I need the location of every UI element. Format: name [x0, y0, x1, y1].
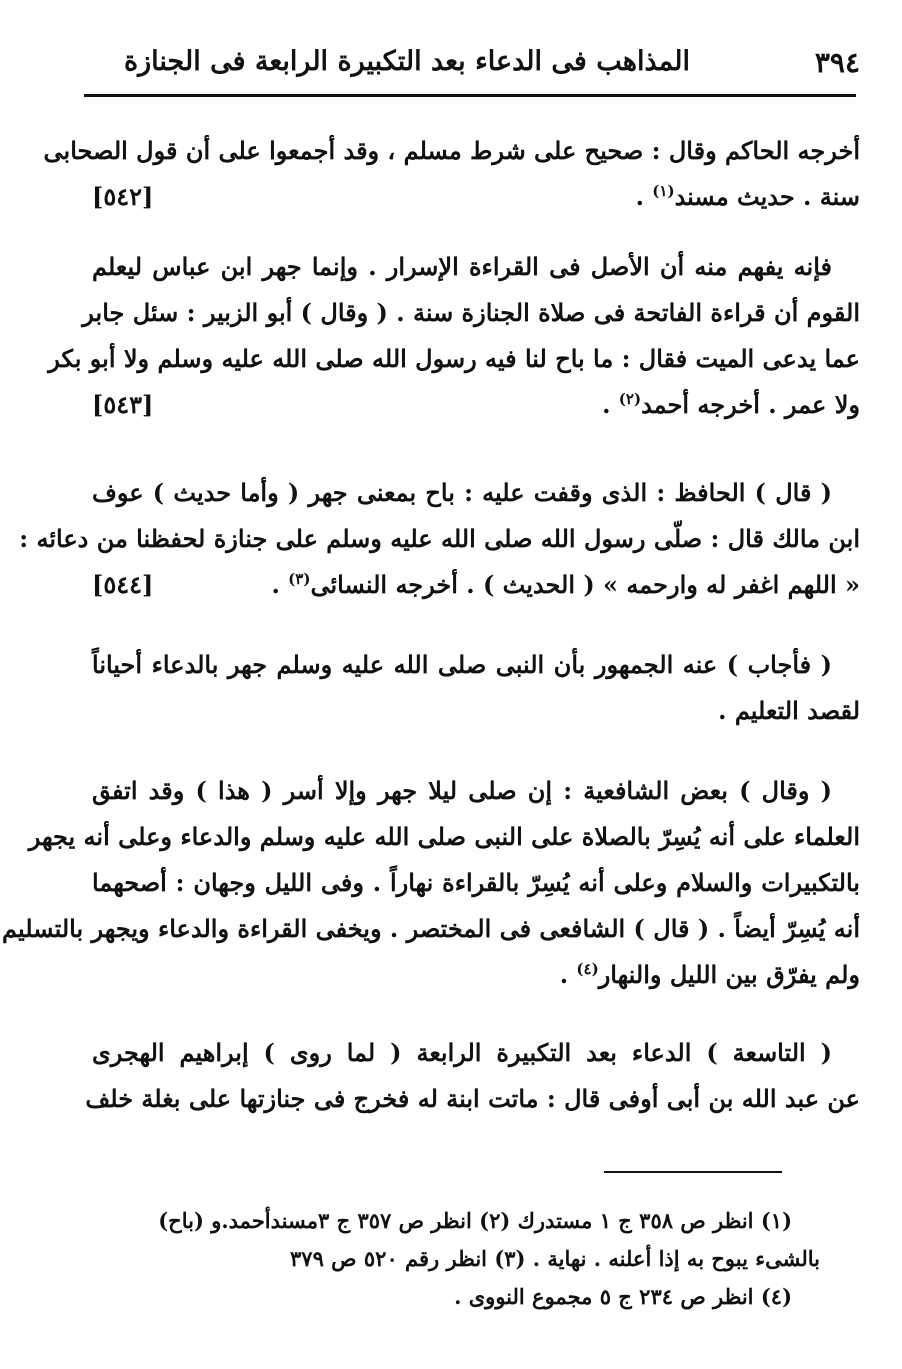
text-line-content: سنة . حديث مسند	[674, 182, 860, 211]
text-line: سنة . حديث مسند$^{(١)}$ . [٥٤٢]	[92, 174, 860, 220]
paragraph-1	[43, 128, 860, 220]
paragraph-4	[92, 642, 860, 734]
footnotes	[92, 1202, 820, 1316]
text-line: العلماء على أنه يُسِرّ بالصلاة على النبى صلى الله عليه وسلم والدعاء وعلى أنه يجهر	[28, 822, 860, 851]
footnote-marker: (٤)	[576, 960, 599, 978]
paragraph-6	[85, 1030, 860, 1122]
page-number: ٣٩٤	[814, 46, 860, 79]
text-line: أخرجه الحاكم وقال : صحيح على شرط مسلم ، وقد أجمعوا على أن قول الصحابى	[43, 136, 860, 165]
running-title: المذاهب فى الدعاء بعد التكبيرة الرابعة فى الجنازة	[123, 46, 690, 77]
text-line: ابن مالك قال : صلّى رسول الله صلى الله عليه وسلم على جنازة لحفظنا من دعائه :	[19, 524, 860, 553]
footnote-marker: (٢)	[618, 390, 642, 408]
text-line: لقصد التعليم .	[718, 696, 860, 725]
text-line: بالتكبيرات والسلام وعلى أنه يُسِرّ بالقراءة نهاراً . وفى الليل وجهان : أصحهما	[92, 868, 860, 897]
paragraph-3	[19, 470, 860, 608]
footnote-separator	[604, 1171, 782, 1173]
footnote-marker: (٣)	[288, 570, 311, 588]
hadith-ref-number: [٥٤٣]	[92, 390, 154, 419]
hadith-ref-number: [٥٤٢]	[92, 182, 154, 211]
page-header	[90, 40, 860, 90]
footnote-line: (١) انظر ص ٣٥٨ ج ١ مستدرك (٢) انظر ص ٣٥٧ ج ٣مسندأحمد.و (باح)	[158, 1208, 792, 1233]
text-line-content: ولم يفرّق بين الليل والنهار	[598, 960, 860, 989]
text-line: ( فأجاب ) عنه الجمهور بأن النبى صلى الله عليه وسلم جهر بالدعاء أحياناً	[92, 650, 832, 679]
text-line: ولم يفرّق بين الليل والنهار$^{(٤)}$ .	[559, 960, 860, 989]
text-line-content: « اللهم اغفر له وارحمه » ( الحديث ) . أخرجه النسائى	[310, 570, 860, 599]
paragraph-5	[2, 768, 860, 998]
paragraph-2	[48, 244, 860, 428]
text-line: ( قال ) الحافظ : الذى وقفت عليه : باح بمعنى جهر ( وأما حديث ) عوف	[92, 478, 832, 507]
text-line: أنه يُسِرّ أيضاً . ( قال ) الشافعى فى المختصر . ويخفى القراءة والدعاء ويجهر بالتسليم	[2, 914, 860, 943]
text-line-content: ولا عمر . أخرجه أحمد	[641, 390, 860, 419]
text-line: القوم أن قراءة الفاتحة فى صلاة الجنازة سنة . ( وقال ) أبو الزبير : سئل جابر	[82, 298, 860, 327]
text-line: عن عبد الله بن أبى أوفى قال : ماتت ابنة له فخرج فى جنازتها على بغلة خلف	[85, 1084, 860, 1113]
text-line: « اللهم اغفر له وارحمه » ( الحديث ) . أخرجه النسائى$^{(٣)}$ . [٥٤٤]	[92, 562, 860, 608]
text-line: فإنه يفهم منه أن الأصل فى القراءة الإسرار . وإنما جهر ابن عباس ليعلم	[92, 252, 832, 281]
text-line: ( وقال ) بعض الشافعية : إن صلى ليلا جهر وإلا أسر ( هذا ) وقد اتفق	[92, 776, 832, 805]
footnote-line: (٤) انظر ص ٢٣٤ ج ٥ مجموع النووى .	[454, 1284, 792, 1309]
text-line: ( التاسعة ) الدعاء بعد التكبيرة الرابعة ( لما روى ) إبراهيم الهجرى	[92, 1038, 832, 1067]
hadith-ref-number: [٥٤٤]	[92, 570, 154, 599]
text-line: ولا عمر . أخرجه أحمد$^{(٢)}$ . [٥٤٣]	[92, 382, 860, 428]
footnote-marker: (١)	[652, 182, 675, 200]
text-line: عما يدعى الميت فقال : ما باح لنا فيه رسول الله صلى الله عليه وسلم ولا أبو بكر	[48, 344, 860, 373]
footnote-line: بالشىء يبوح به إذا أعلنه . نهاية . (٣) انظر رقم ٥٢٠ ص ٣٧٩	[290, 1246, 820, 1271]
header-rule	[84, 94, 856, 97]
